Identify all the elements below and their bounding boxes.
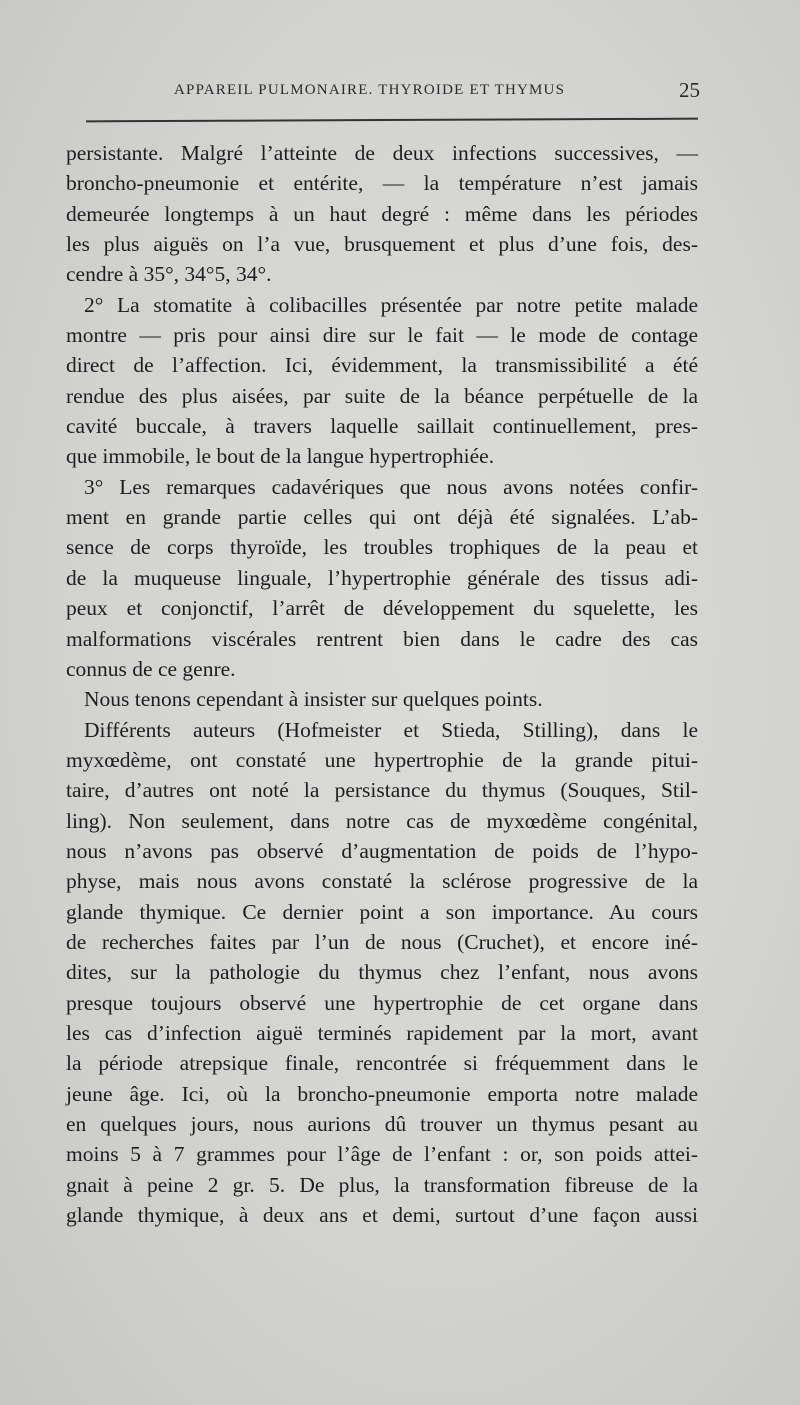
text-line: Différents auteurs (Hofmeister et Stieda, Stilling), dans le (84, 717, 698, 742)
text-line: de la muqueuse linguale, l’hypertrophie générale des tissus adi- (66, 565, 698, 590)
text-line: 2° La stomatite à colibacilles présentée par notre petite malade (84, 292, 698, 317)
text-line: montre — pris pour ainsi dire sur le fait — le mode de contage (66, 323, 698, 348)
text-line: jeune âge. Ici, où la broncho-pneumonie emporta notre malade (66, 1081, 698, 1106)
text-line: que immobile, le bout de la langue hypertrophiée. (66, 444, 495, 469)
text-line: cavité buccale, à travers laquelle saillait continuellement, pres- (66, 414, 698, 439)
text-line: ment en grande partie celles qui ont déjà été signalées. L’ab- (66, 505, 698, 530)
text-line: moins 5 à 7 grammes pour l’âge de l’enfant : or, son poids attei- (66, 1142, 698, 1167)
text-line: de recherches faites par l’un de nous (Cruchet), et encore iné- (66, 929, 698, 954)
text-line: les cas d’infection aiguë terminés rapidement par la mort, avant (66, 1020, 698, 1045)
text-line: myxœdème, ont constaté une hypertrophie de la grande pitui- (66, 747, 698, 772)
text-line: dites, sur la pathologie du thymus chez l’enfant, nous avons (66, 960, 698, 985)
text-line: sence de corps thyroïde, les troubles trophiques de la peau et (66, 535, 698, 560)
text-line: broncho-pneumonie et entérite, — la température n’est jamais (66, 171, 698, 196)
text-line: gnait à peine 2 gr. 5. De plus, la transformation fibreuse de la (66, 1172, 698, 1197)
text-line: nous n’avons pas observé d’augmentation de poids de l’hypo- (66, 838, 698, 863)
text-line: 3° Les remarques cadavériques que nous avons notées confir- (84, 474, 698, 499)
text-line: physe, mais nous avons constaté la sclérose progressive de la (66, 869, 698, 894)
text-line: glande thymique. Ce dernier point a son importance. Au cours (66, 899, 698, 924)
text-line: les plus aiguës on l’a vue, brusquement et plus d’une fois, des- (66, 232, 698, 257)
text-line: la période atrepsique finale, rencontrée si fréquemment dans le (66, 1051, 698, 1076)
header-rule (86, 118, 698, 123)
text-line: malformations viscérales rentrent bien dans le cadre des cas (66, 626, 698, 651)
text-line: ling). Non seulement, dans notre cas de myxœdème congénital, (66, 808, 698, 833)
page-number: 25 (679, 78, 700, 102)
text-line: en quelques jours, nous aurions dû trouver un thymus pesant au (66, 1112, 698, 1136)
text-line: cendre à 35°, 34°5, 34°. (66, 262, 272, 287)
text-line: Nous tenons cependant à insister sur quelques points. (84, 687, 543, 712)
text-line: rendue des plus aisées, par suite de la béance perpétuelle de la (66, 383, 698, 408)
running-title: APPAREIL PULMONAIRE. THYROIDE ET THYMUS (174, 82, 566, 98)
text-line: persistante. Malgré l’atteinte de deux infections successives, — (66, 141, 698, 165)
body-text (66, 138, 698, 1230)
text-line: demeurée longtemps à un haut degré : même dans les périodes (66, 201, 698, 226)
running-head (100, 78, 700, 108)
text-line: glande thymique, à deux ans et demi, surtout d’une façon aussi (66, 1203, 698, 1228)
text-line: peux et conjonctif, l’arrêt de développement du squelette, les (66, 596, 698, 621)
text-line: taire, d’autres ont noté la persistance du thymus (Souques, Stil- (66, 778, 698, 803)
text-line: direct de l’affection. Ici, évidemment, la transmissibilité a été (66, 353, 698, 378)
text-line: connus de ce genre. (66, 656, 236, 681)
text-line: presque toujours observé une hypertrophie de cet organe dans (66, 990, 698, 1015)
